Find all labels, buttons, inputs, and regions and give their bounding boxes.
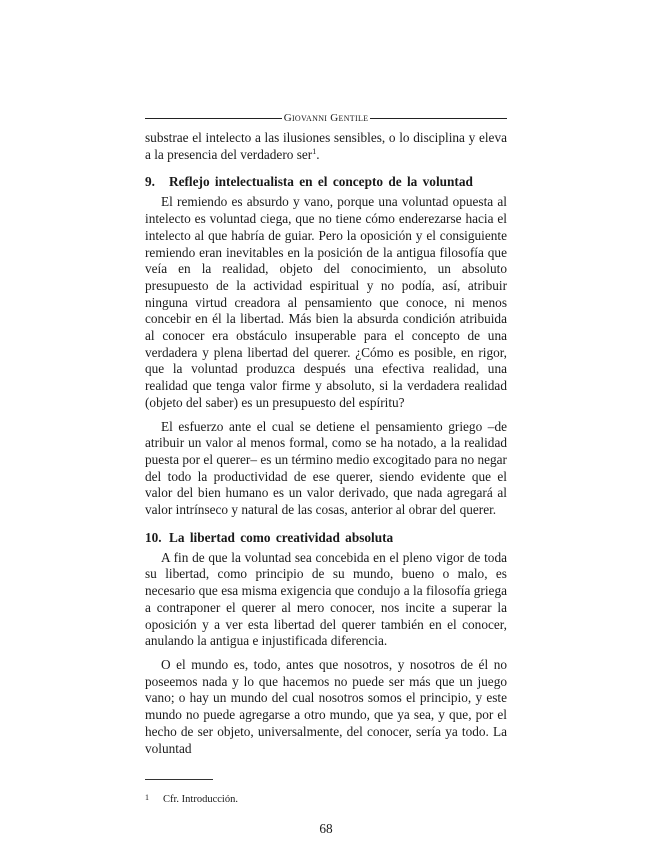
- section-number: 10.: [145, 529, 162, 545]
- footnote-mark: 1: [145, 793, 149, 803]
- continuation-end: .: [316, 146, 320, 162]
- body-paragraph: El remiendo es absurdo y vano, porque una voluntad opuesta al intelecto es voluntad ciega, que no tiene cómo enderezarse hacia el intelecto al que habría de guiar. Pero la oposición y el consiguiente remiendo eran inevitables en la posición de la antigua filosofía que veía en la realidad, objeto del conocimiento, un absoluto presupuesto de la actividad espiritual y no podía, así, atribuir ninguna virtud creadora al pensamiento que conoce, ni menos concebir en él la libertad. Más bien la absurda condición atribuida al conocer era obstáculo insuperable para el concepto de una verdadera y plena libertad del querer. ¿Cómo es posible, en rigor, que la voluntad produzca después una efectiva realidad, una realidad que tenga valor firme y absoluto, si la verdadera realidad (objeto del saber) es un presupuesto del espíritu?: [145, 194, 507, 410]
- body-paragraph: O el mundo es, todo, antes que nosotros, y nosotros de él no poseemos nada y lo que hacemos no puede ser más que un juego vano; o hay un mundo del cual nosotros somos el principio, y este mundo no puede agregarse a otro mundo, que ya sea, y que, por el hecho de ser objeto, universalmente, del conocer, sería ya todo. La voluntad: [145, 656, 507, 756]
- continuation-text: substrae el intelecto a las ilusiones sensibles, o lo disciplina y eleva a la presencia del verdadero ser: [145, 130, 507, 162]
- section-title: La libertad como creatividad absoluta: [169, 529, 394, 545]
- footnote-text: Cfr. Introducción.: [163, 794, 238, 806]
- header-rule-right: [370, 118, 507, 119]
- header-rule-left: [145, 118, 282, 119]
- book-page: [145, 108, 507, 837]
- page-number: 68: [319, 821, 333, 837]
- section-heading-10: [145, 530, 507, 546]
- footnote-rule: [145, 779, 213, 780]
- footnote-reference: 1: [312, 146, 317, 156]
- running-head: [145, 108, 507, 128]
- body-paragraph: A fin de que la voluntad sea concebida en el pleno vigor de toda su libertad, como principio de su mundo, bueno o malo, es necesario que esa misma exigencia que condujo a la filosofía griega a contraponer el querer al mero conocer, nos incite a superar la oposición y a ver esta libertad del querer también en el conocer, anulando la antigua e injustificada diferencia.: [145, 549, 507, 649]
- section-title: Reflejo intelectualista en el concepto de la voluntad: [169, 174, 473, 190]
- continuation-paragraph: [145, 130, 507, 163]
- section-heading-9: [145, 174, 507, 190]
- body-paragraph: El esfuerzo ante el cual se detiene el pensamiento griego –de atribuir un valor al menos formal, como se ha notado, a la realidad puesta por el querer– es un término medio excogitado para no negar del todo la productividad de ese querer, siendo evidente que el valor del bien humano es un valor derivado, que nada agregará al valor intrínseco y natural de las cosas, anterior al obrar del querer.: [145, 418, 507, 518]
- running-head-title: Giovanni Gentile: [283, 112, 369, 124]
- footnote: [145, 791, 507, 806]
- section-number: 9.: [145, 174, 155, 190]
